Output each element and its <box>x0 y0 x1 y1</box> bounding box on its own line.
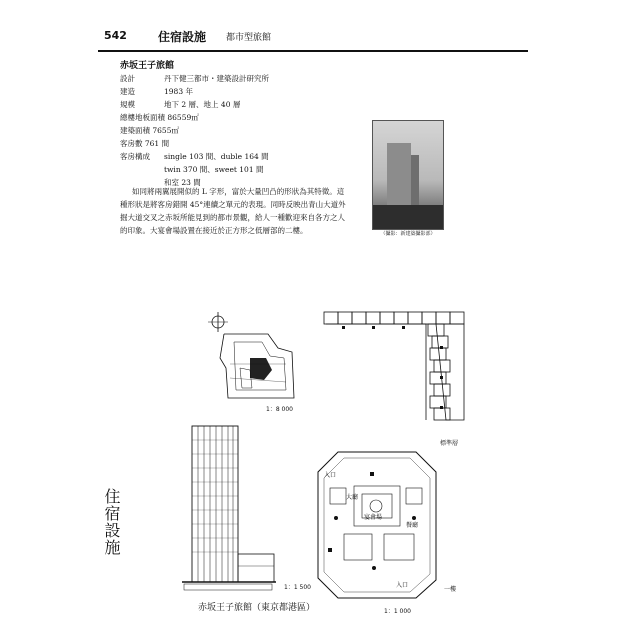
spec-key: 總樓地板面積 <box>120 113 165 122</box>
spec-row-extra: 和室 23 間 <box>164 178 201 187</box>
tower-elevation-drawing <box>178 420 278 592</box>
spec-value: single 103 間、duble 164 間 <box>164 152 269 161</box>
standard-floor-label: 標準層 <box>440 440 459 447</box>
spec-row <box>120 85 269 98</box>
spec-key: 客房構成 <box>120 152 150 161</box>
room-label: 餐廳 <box>406 522 419 529</box>
spec-row <box>120 98 269 111</box>
spec-value: 丹下健三都市・建築設計研究所 <box>164 74 269 83</box>
description-paragraph: 如同將兩翼展開似的 L 字形，富於大量凹凸的形狀為其特徵。這種形狀是將客房錯開 45°連續之單元的表現。同時反映出青山大道外掘大道交叉之赤坂所能見到的都市景觀，給人一種歡迎來自各方之人的印象。大宴會場設置在接近於正方形之低層部的二樓。 <box>120 187 346 235</box>
spec-key: 建造 <box>120 87 135 96</box>
spec-row <box>120 72 269 85</box>
site-plan-scale: 1：8 000 <box>266 406 293 413</box>
spec-list <box>120 72 269 189</box>
spec-row-extra: twin 370 間、sweet 101 間 <box>164 165 264 174</box>
page-number: 542 <box>104 29 127 42</box>
spec-value: 86559㎡ <box>165 113 199 122</box>
hotel-photo <box>372 120 444 230</box>
chapter-subtitle: 都市型旅館 <box>226 33 272 43</box>
vertical-chapter-label: 住宿設施 <box>102 488 121 556</box>
photo-tower-shape <box>387 143 411 205</box>
photo-trees-shape <box>373 205 443 229</box>
room-label: 宴會場 <box>364 514 383 521</box>
spec-key: 規模 <box>120 100 135 109</box>
site-plan-drawing <box>206 308 298 402</box>
elevation-scale: 1：1 500 <box>284 584 311 591</box>
photo-tower-shadow-shape <box>411 155 419 205</box>
spec-value: 地下 2 層、地上 40 層 <box>164 100 241 109</box>
room-label: 入口 <box>396 582 409 589</box>
spec-key: 客房數 <box>120 139 143 148</box>
chapter-title: 住宿設施 <box>158 30 207 44</box>
spec-row <box>120 111 269 124</box>
room-label: 大廳 <box>346 494 359 501</box>
page-header <box>98 26 528 52</box>
first-floor-plan-scale: 1：1 000 <box>384 608 411 615</box>
spec-row <box>120 124 269 137</box>
spec-key: 建築面積 <box>120 126 150 135</box>
photo-caption: （攝影：新建築攝影部） <box>380 231 436 237</box>
spec-value: 1983 年 <box>164 87 193 96</box>
spec-value: 761 間 <box>142 139 170 148</box>
standard-floor-plan <box>318 308 470 436</box>
section-title: 赤坂王子旅館 <box>120 61 175 71</box>
room-label: 入口 <box>324 472 337 479</box>
spec-row <box>120 150 269 163</box>
spec-value: 7655㎡ <box>150 126 179 135</box>
figure-caption: 赤坂王子旅館（東京都港區） <box>198 603 316 613</box>
first-floor-label: 一樓 <box>444 586 457 593</box>
spec-row <box>120 137 269 150</box>
spec-key: 設計 <box>120 74 135 83</box>
